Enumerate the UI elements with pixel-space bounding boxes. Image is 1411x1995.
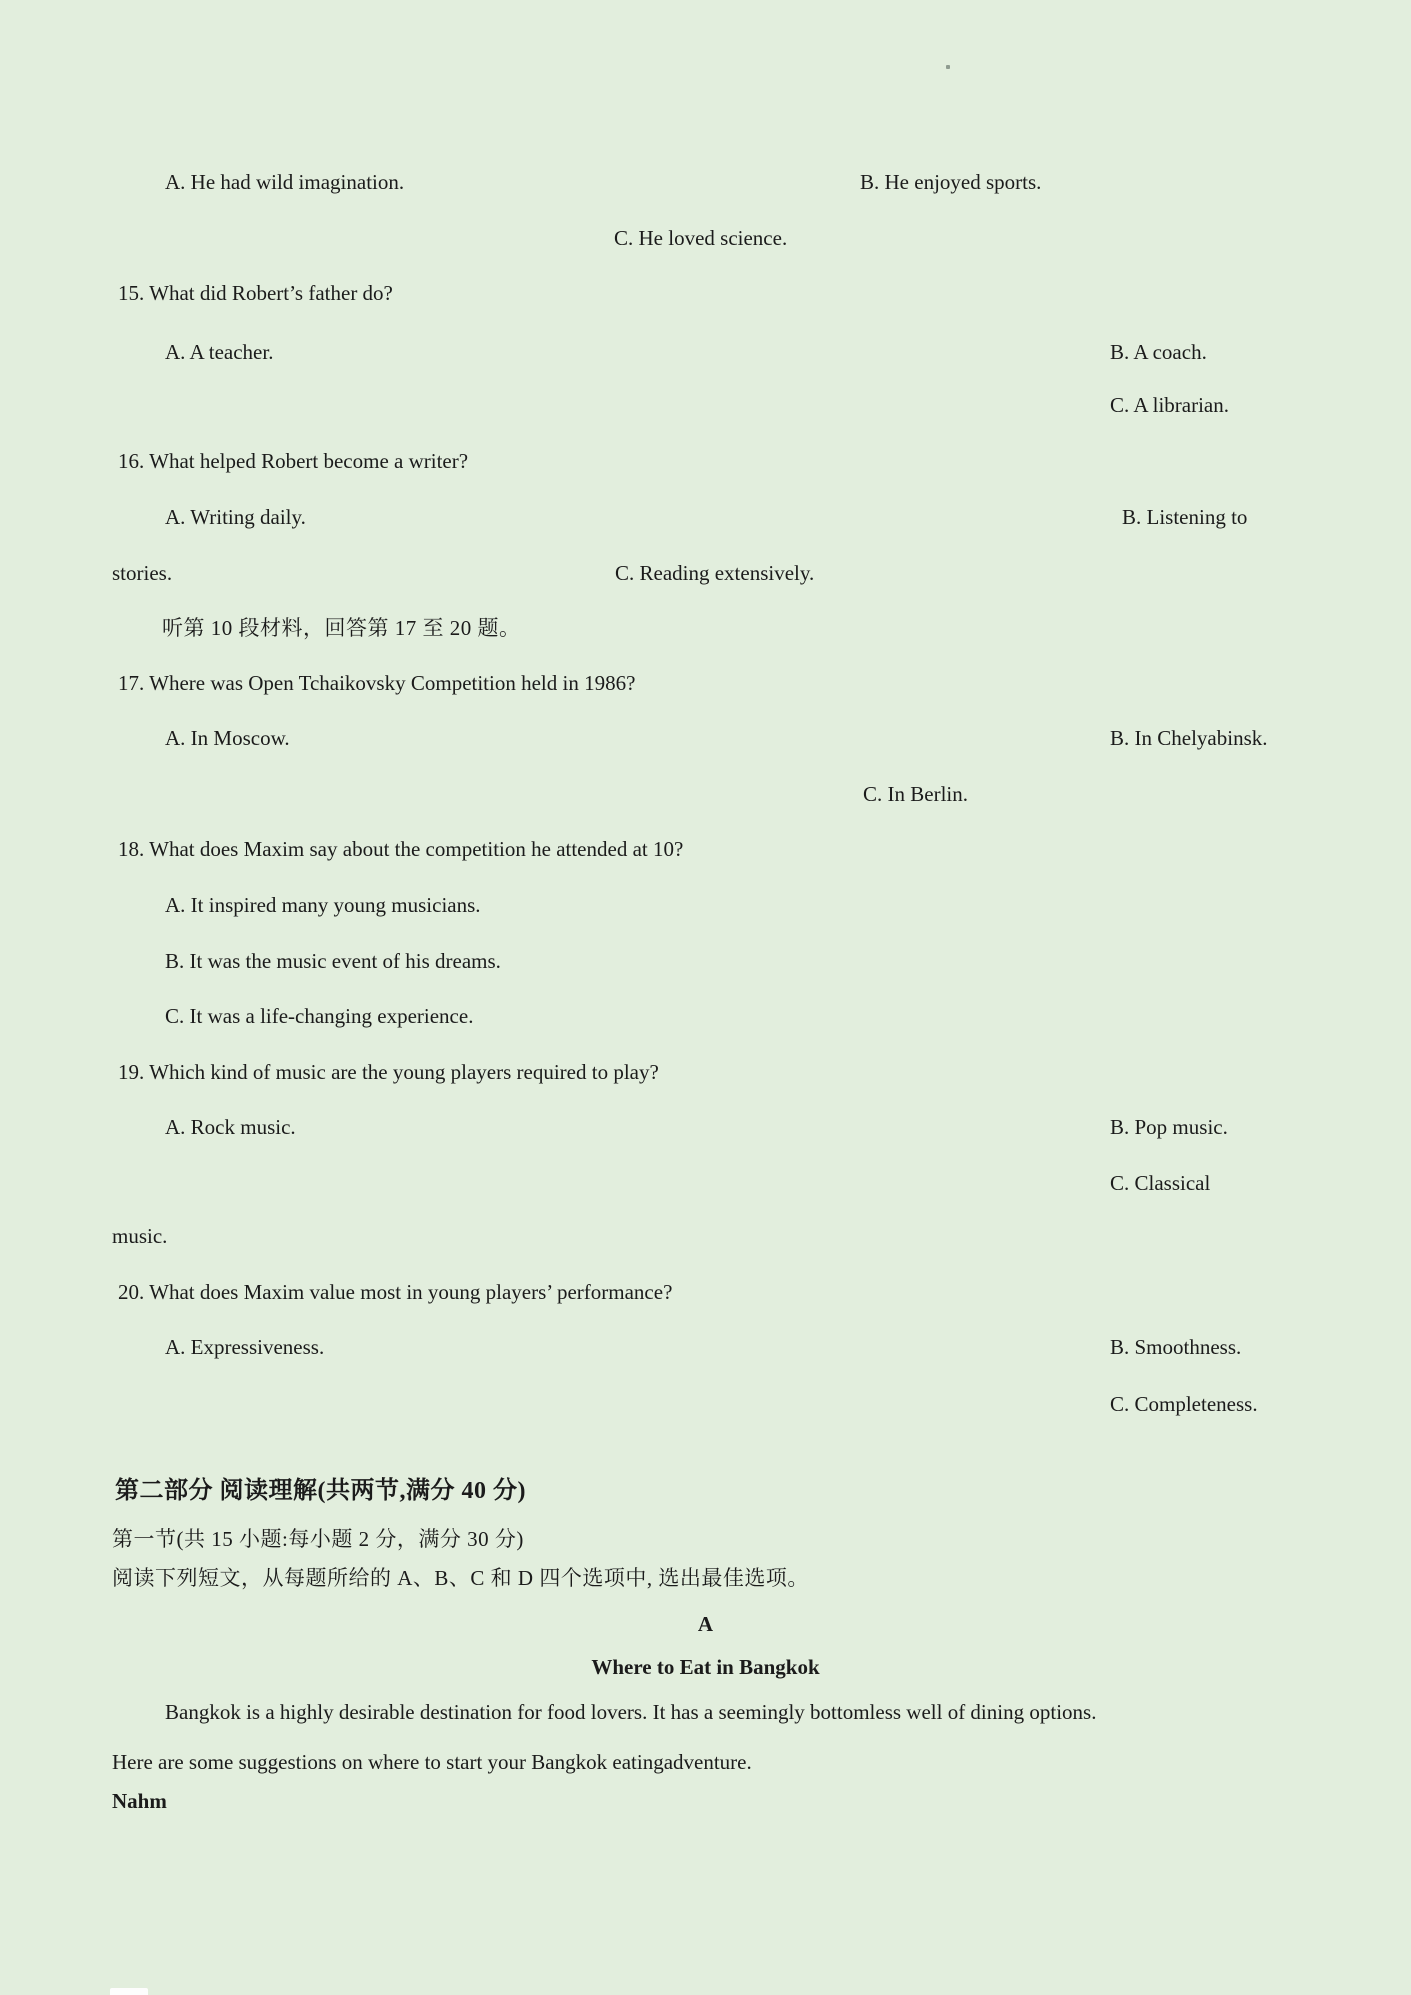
part2-instructions: 阅读下列短文，从每题所给的 A、B、C 和 D 四个选项中, 选出最佳选项。 [112,1566,809,1590]
listening-material-note: 听第 10 段材料，回答第 17 至 20 题。 [162,616,521,640]
q16-option-b-wrap: stories. [112,561,173,585]
q19-stem: 19. Which kind of music are the young players required to play? [118,1060,659,1084]
passage-paragraph-line2: Here are some suggestions on where to start your Bangkok eatingadventure. [112,1750,752,1774]
restaurant-subheading-nahm: Nahm [112,1789,167,1813]
q18-stem: 18. What does Maxim say about the competition he attended at 10? [118,837,684,861]
print-artifact-dot [946,65,950,69]
q14-option-c: C. He loved science. [614,226,788,250]
q15-option-a: A. A teacher. [165,340,274,364]
passage-title: Where to Eat in Bangkok [591,1655,820,1679]
passage-label: A [697,1612,714,1636]
q18-option-a: A. It inspired many young musicians. [165,893,481,917]
q20-option-b: B. Smoothness. [1110,1335,1242,1359]
q17-option-a: A. In Moscow. [165,726,290,750]
q20-option-a: A. Expressiveness. [165,1335,325,1359]
part2-heading: 第二部分 阅读理解(共两节,满分 40 分) [115,1478,526,1504]
q20-stem: 20. What does Maxim value most in young players’ performance? [118,1280,673,1304]
q15-stem: 15. What did Robert’s father do? [118,281,393,305]
q14-option-a: A. He had wild imagination. [165,170,405,194]
q19-option-c-wrap: music. [112,1224,168,1248]
watermark-fragment [110,1988,148,1995]
q19-option-b: B. Pop music. [1110,1115,1228,1139]
q17-option-c: C. In Berlin. [863,782,968,806]
q16-option-c: C. Reading extensively. [615,561,815,585]
q17-stem: 17. Where was Open Tchaikovsky Competition held in 1986? [118,671,636,695]
q17-option-b: B. In Chelyabinsk. [1110,726,1268,750]
q16-stem: 16. What helped Robert become a writer? [118,449,469,473]
q15-option-b: B. A coach. [1110,340,1207,364]
q16-option-a: A. Writing daily. [165,505,306,529]
passage-paragraph-line1: Bangkok is a highly desirable destination for food lovers. It has a seemingly bottomless well of dining options. [165,1700,1097,1724]
q18-option-c: C. It was a life-changing experience. [165,1004,474,1028]
q20-option-c: C. Completeness. [1110,1392,1258,1416]
part2-section-heading: 第一节(共 15 小题:每小题 2 分，满分 30 分) [112,1527,524,1551]
q19-option-c: C. Classical [1110,1171,1211,1195]
q15-option-c: C. A librarian. [1110,393,1229,417]
q18-option-b: B. It was the music event of his dreams. [165,949,501,973]
q14-option-b: B. He enjoyed sports. [860,170,1042,194]
q19-option-a: A. Rock music. [165,1115,296,1139]
q16-option-b: B. Listening to [1122,505,1248,529]
